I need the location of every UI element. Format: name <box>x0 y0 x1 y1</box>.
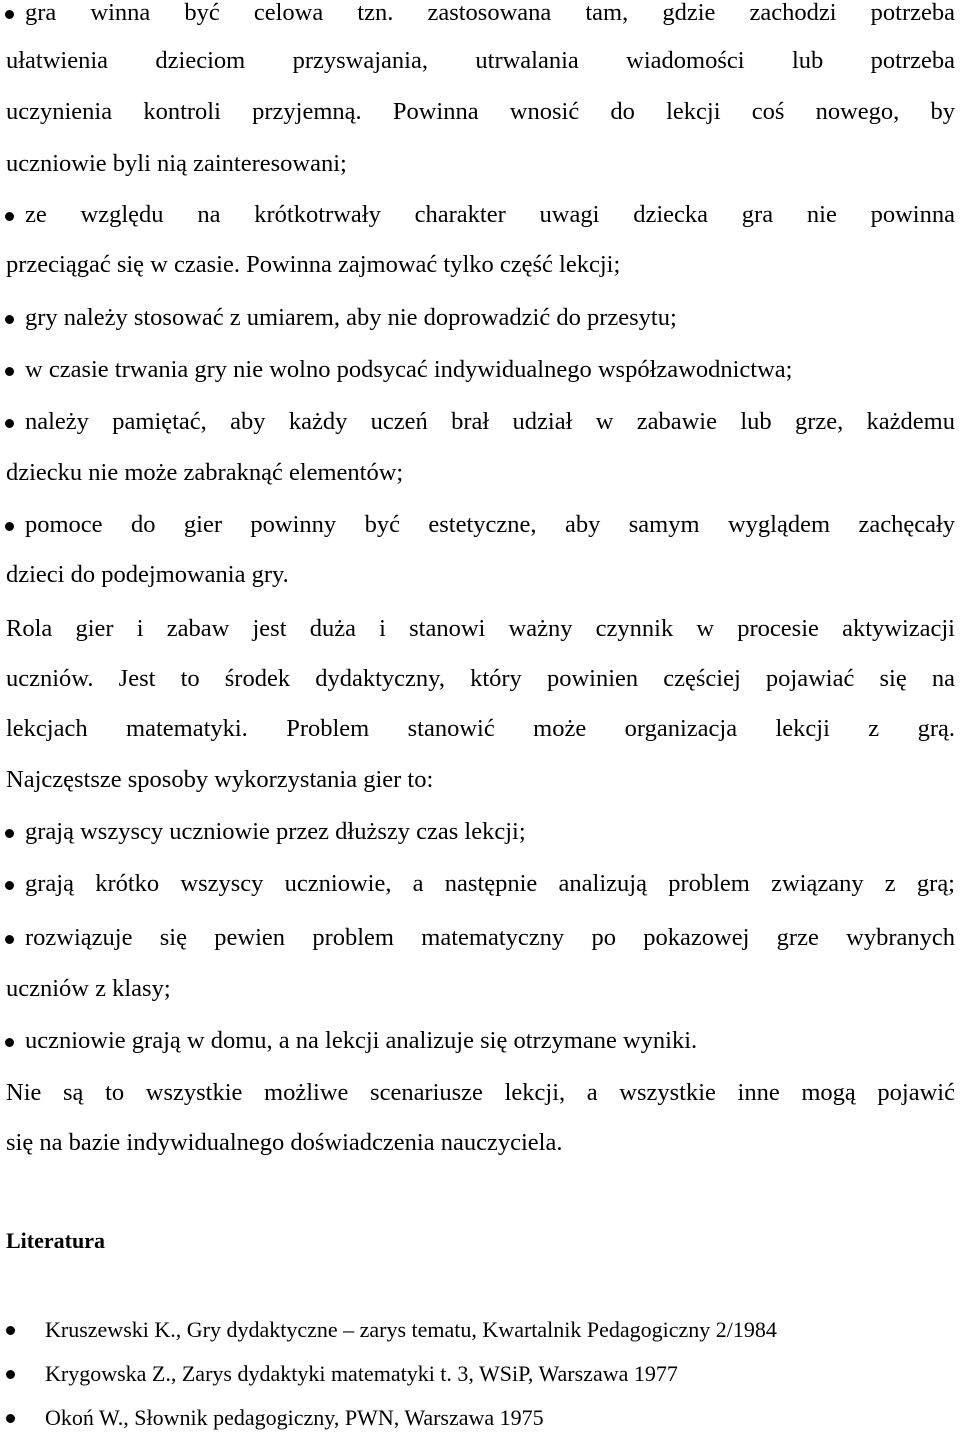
text-line: uczniowie grają w domu, a na lekcji analizuje się otrzymane wyniki. <box>25 1027 698 1054</box>
text-line: uczniów. Jest to środek dydaktyczny, który powinien częściej pojawiać się na <box>6 665 955 692</box>
text-line: się na bazie indywidualnego doświadczenia nauczyciela. <box>6 1129 563 1156</box>
text-line: Nie są to wszystkie możliwe scenariusze lekcji, a wszystkie inne mogą pojawić <box>6 1079 955 1106</box>
reference-item: Krygowska Z., Zarys dydaktyki matematyki t. 3, WSiP, Warszawa 1977 <box>45 1361 678 1386</box>
text-line: grają wszyscy uczniowie przez dłuższy czas lekcji; <box>25 818 526 845</box>
text-line: gry należy stosować z umiarem, aby nie doprowadzić do przesytu; <box>25 304 677 331</box>
reference-item: Okoń W., Słownik pedagogiczny, PWN, Warszawa 1975 <box>45 1405 544 1430</box>
bullet-icon <box>5 212 14 221</box>
bullet-icon <box>5 935 14 944</box>
text-line: należy pamiętać, aby każdy uczeń brał udział w zabawie lub grze, każdemu <box>25 408 955 435</box>
text-line: grają krótko wszyscy uczniowie, a następnie analizują problem związany z grą; <box>25 870 955 897</box>
bullet-icon <box>5 829 14 838</box>
text-line: ułatwienia dzieciom przyswajania, utrwalania wiadomości lub potrzeba <box>6 47 955 74</box>
bullet-icon <box>5 1038 14 1047</box>
bullet-icon <box>5 522 14 531</box>
text-line: ze względu na krótkotrwały charakter uwagi dziecka gra nie powinna <box>25 201 955 228</box>
text-line: Rola gier i zabaw jest duża i stanowi ważny czynnik w procesie aktywizacji <box>6 615 955 642</box>
text-line: rozwiązuje się pewien problem matematyczny po pokazowej grze wybranych <box>25 924 955 951</box>
text-line: lekcjach matematyki. Problem stanowić może organizacja lekcji z grą. <box>6 715 955 742</box>
text-line: dzieci do podejmowania gry. <box>6 561 289 588</box>
text-line: w czasie trwania gry nie wolno podsycać indywidualnego współzawodnictwa; <box>25 356 793 383</box>
text-line: dziecku nie może zabraknąć elementów; <box>6 459 404 486</box>
bullet-icon <box>6 1370 15 1379</box>
text-line: przeciągać się w czasie. Powinna zajmować tylko część lekcji; <box>6 251 621 278</box>
bullet-icon <box>6 1326 15 1335</box>
bullet-icon <box>5 10 14 19</box>
text-line: Najczęstsze sposoby wykorzystania gier to: <box>6 766 434 793</box>
text-line: uczynienia kontroli przyjemną. Powinna wnosić do lekcji coś nowego, by <box>6 98 955 125</box>
reference-item: Kruszewski K., Gry dydaktyczne – zarys tematu, Kwartalnik Pedagogiczny 2/1984 <box>45 1317 777 1342</box>
bullet-icon <box>5 367 14 376</box>
text-line: uczniowie byli nią zainteresowani; <box>6 150 347 177</box>
bullet-icon <box>5 881 14 890</box>
bullet-icon <box>5 315 14 324</box>
bullet-icon <box>5 419 14 428</box>
text-line: pomoce do gier powinny być estetyczne, aby samym wyglądem zachęcały <box>25 511 955 538</box>
text-line: uczniów z klasy; <box>6 975 171 1002</box>
bullet-icon <box>6 1414 15 1423</box>
text-line: gra winna być celowa tzn. zastosowana tam, gdzie zachodzi potrzeba <box>25 0 955 26</box>
literature-heading: Literatura <box>6 1228 105 1253</box>
